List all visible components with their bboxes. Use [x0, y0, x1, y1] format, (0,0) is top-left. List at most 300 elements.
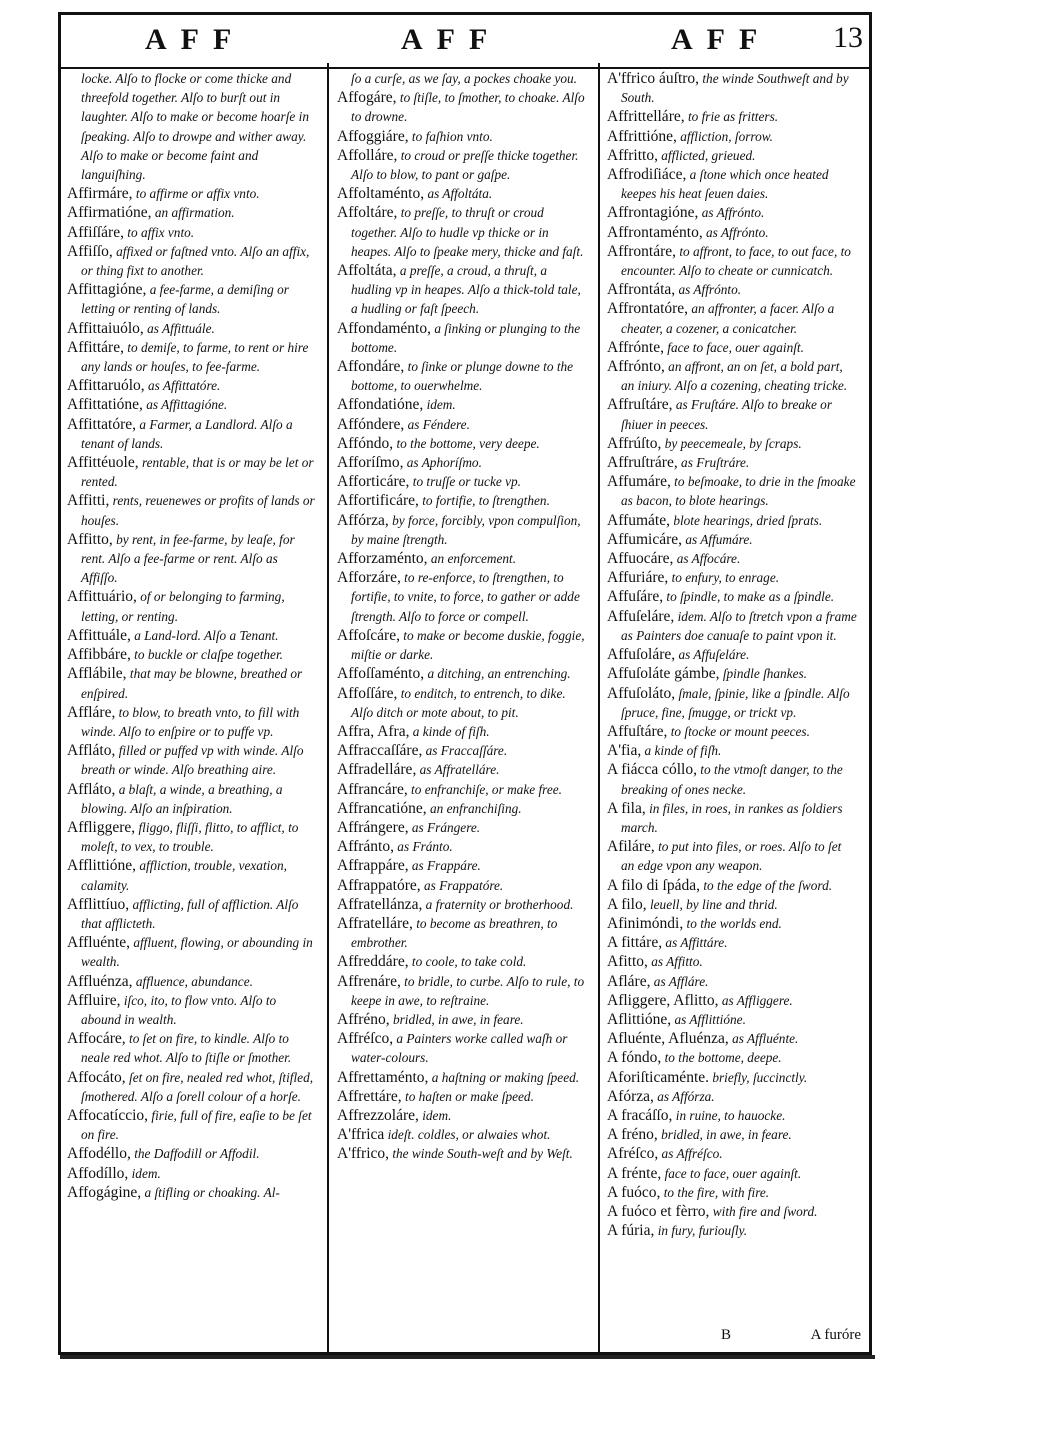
dictionary-entry [607, 299, 857, 337]
dictionary-entry [607, 472, 857, 510]
entry-headword: Affodíllo, [67, 1164, 129, 1182]
entry-definition: with fire and ſword. [712, 1203, 818, 1219]
entry-headword: Afitto, [607, 953, 648, 971]
entry-definition: to buckle or claſpe together. [134, 647, 283, 663]
entry-definition: a blaſt, a winde, a breathing, a blowing. Alſo an inſpiration. [81, 781, 283, 816]
dictionary-entry [67, 1029, 317, 1067]
entry-definition: a fraternity or brotherhood. [425, 896, 574, 912]
dictionary-entry [607, 242, 857, 280]
entry-headword: Affuſáre, [607, 588, 664, 606]
dictionary-entry [67, 587, 317, 625]
dictionary-entry [607, 760, 857, 798]
entry-definition: as Frángere. [411, 819, 481, 835]
dictionary-entry [337, 722, 587, 741]
entry-headword: Affrontáre, [607, 242, 677, 260]
entry-definition: to affront, to face, to out face, to encounter. Alſo to cheate or cunnicatch. [621, 243, 851, 279]
entry-definition: that may be blowne, breathed or enſpired. [81, 666, 303, 701]
entry-headword: Affuſoláto, [607, 684, 676, 702]
dictionary-entry [337, 895, 587, 914]
dictionary-entry [337, 261, 587, 319]
entry-definition: as Afflittióne. [674, 1011, 746, 1027]
entry-definition: the winde South-weſt and by Weſt. [392, 1146, 573, 1162]
entry-definition: as Affitto. [651, 954, 703, 970]
dictionary-entry [607, 972, 857, 991]
dictionary-entry [67, 530, 317, 588]
entry-headword: Affittatóre, [67, 415, 137, 433]
entry-headword: Affittuále, [67, 626, 131, 644]
entry-headword: Affrezzoláre, [337, 1106, 419, 1124]
dictionary-entry [607, 1106, 857, 1125]
dictionary-entry [337, 1106, 587, 1125]
entry-headword: Affocatíccio, [67, 1106, 149, 1124]
dictionary-entry [67, 780, 317, 818]
dictionary-entry [607, 107, 857, 126]
dictionary-entry [337, 88, 587, 126]
dictionary-entry [67, 415, 317, 453]
entry-definition: to the fire, with fire. [663, 1184, 770, 1200]
dictionary-entry [67, 991, 317, 1029]
entry-headword: Affratellánza, [337, 895, 423, 913]
entry-headword: Affruſtáre, [607, 396, 673, 414]
entry-headword: Affréno, [337, 1010, 390, 1028]
dictionary-entry [337, 395, 587, 414]
dictionary-entry [337, 69, 587, 88]
entry-definition: in files, in roes, in rankes as ſoldiers march. [621, 800, 843, 835]
column-rule [598, 63, 600, 1352]
dictionary-entry [67, 645, 317, 664]
entry-headword: Affondáre, [337, 358, 405, 376]
entry-definition: a ſinking or plunging to the bottome. [351, 320, 581, 355]
entry-definition: as Affláre. [653, 973, 709, 989]
dictionary-entry [337, 818, 587, 837]
entry-definition: face to face, ouer againſt. [664, 1165, 802, 1181]
entry-headword: Affittaruólo, [67, 377, 145, 395]
entry-headword: A fiácca cóllo, [607, 761, 697, 779]
entry-definition: to enfury, to enrage. [671, 570, 780, 586]
dictionary-entry [337, 837, 587, 856]
entry-definition: affixed or faſtned vnto. Alſo an affix, or thing fixt to another. [81, 243, 310, 279]
entry-definition: by force, forcibly, vpon compulſion, by maine ſtrength. [351, 512, 581, 547]
entry-headword: Affoltaménto, [337, 185, 425, 203]
entry-headword: Affogáre, [337, 89, 397, 107]
entry-definition: fliggo, fliſſi, flitto, to afflict, to moleſt, to vex, to trouble. [81, 819, 299, 855]
dictionary-entry [67, 184, 317, 203]
page-footer [61, 1327, 869, 1351]
dictionary-entry [607, 511, 857, 530]
dictionary-entry [337, 203, 587, 261]
dictionary-entry [337, 127, 587, 146]
dictionary-entry [607, 530, 857, 549]
entry-definition: a fee-farme, a demiſing or letting or renting of lands. [81, 282, 289, 317]
dictionary-entry [67, 703, 317, 741]
entry-headword: Affluénza, [67, 972, 133, 990]
dictionary-entry [67, 69, 317, 184]
dictionary-entry [67, 338, 317, 376]
entry-headword: Affitto, [67, 530, 113, 548]
entry-headword: Affradelláre, [337, 761, 417, 779]
entry-definition: briefly, ſuccinctly. [712, 1069, 808, 1085]
dictionary-entry [607, 799, 857, 837]
entry-headword: Affiſſo, [67, 242, 113, 260]
entry-definition: to become as breathren, to embrother. [351, 915, 558, 951]
dictionary-entry [337, 760, 587, 779]
entry-definition: a Farmer, a Landlord. Alſo a tenant of lands. [81, 416, 293, 451]
entry-headword: Afflábile, [67, 665, 127, 683]
dictionary-entry [607, 1048, 857, 1067]
dictionary-entry [337, 780, 587, 799]
column-3 [607, 69, 857, 1240]
entry-definition: to enfranchiſe, or make free. [411, 781, 562, 797]
dictionary-entry [337, 684, 587, 722]
entry-definition: rents, reuenewes or profits of lands or houſes. [81, 493, 315, 528]
dictionary-entry [337, 511, 587, 549]
dictionary-entry [607, 1010, 857, 1029]
page-frame [58, 12, 872, 1355]
dictionary-entry [337, 1010, 587, 1029]
entry-headword: A'ffrico, [337, 1145, 390, 1163]
entry-headword: Affuocáre, [607, 550, 674, 568]
dictionary-entry [607, 895, 857, 914]
entry-headword: Affortificáre, [337, 492, 419, 510]
entry-definition: to put into files, or roes. Alſo to ſet an edge vpon any weapon. [621, 839, 842, 874]
entry-definition: as Frappatóre. [423, 877, 504, 893]
entry-definition: in fury, furiouſly. [657, 1223, 748, 1239]
entry-definition: a ſtifling or choaking. Al- [144, 1184, 280, 1200]
dictionary-entry [67, 1068, 317, 1106]
entry-definition: to haſten or make ſpeed. [405, 1088, 534, 1104]
entry-headword: A fracáſſo, [607, 1106, 673, 1124]
dictionary-entry [67, 741, 317, 779]
entry-definition: a ſtone which once heated keepes his heat ſeuen daies. [621, 167, 829, 202]
entry-headword: Affrónto, [607, 358, 665, 376]
dictionary-entry [67, 395, 317, 414]
column-1 [67, 69, 317, 1202]
dictionary-entry [67, 491, 317, 529]
entry-definition: affluent, flowing, or abounding in wealth. [81, 935, 313, 970]
entry-definition: a kinde of fiſh. [644, 743, 722, 759]
entry-headword: Affritto, [607, 146, 658, 164]
signature-mark: B [721, 1327, 732, 1343]
entry-headword: Affittuário, [67, 588, 137, 606]
entry-headword: Affittáre, [67, 338, 124, 356]
entry-headword: Affláre, [67, 703, 116, 721]
dictionary-entry [337, 972, 587, 1010]
entry-definition: idem. [422, 1107, 452, 1123]
dictionary-entry [337, 357, 587, 395]
dictionary-entry [607, 664, 857, 683]
entry-headword: Affra, Afra, [337, 722, 410, 740]
running-head-left: AFF [145, 23, 246, 56]
dictionary-entry [607, 1221, 857, 1240]
catchword: A furóre [810, 1327, 861, 1343]
entry-headword: Affrittióne, [607, 127, 677, 145]
entry-definition: by peecemeale, by ſcraps. [664, 435, 802, 451]
entry-headword: Affrodiſiáce, [607, 166, 687, 184]
dictionary-entry [607, 952, 857, 971]
dictionary-entry [607, 1202, 857, 1221]
dictionary-entry [337, 319, 587, 357]
entry-headword: Afforíſmo, [337, 454, 404, 472]
column-rule [327, 63, 329, 1352]
dictionary-entry [607, 1068, 857, 1087]
dictionary-entry [337, 146, 587, 184]
entry-definition: to the worlds end. [686, 915, 782, 931]
dictionary-entry [337, 952, 587, 971]
entry-headword: Affrappáre, [337, 857, 409, 875]
entry-definition: as Affittáre. [665, 935, 728, 951]
entry-definition: as Affrónto. [678, 282, 742, 298]
entry-definition: to preſſe, to thruſt or croud together. Alſo to hudle vp thicke or in heapes. Alſo to ſpeake mery, thicke and faſt. [351, 205, 584, 259]
dictionary-entry [607, 357, 857, 395]
dictionary-entry [607, 722, 857, 741]
entry-definition: an affront, an on ſet, a bold part, an iniury. Alſo a cozening, cheating tricke. [621, 359, 848, 394]
entry-headword: Afréſco, [607, 1145, 659, 1163]
entry-definition: to affix vnto. [127, 224, 195, 240]
dictionary-entry [337, 472, 587, 491]
entry-headword: A'fia, [607, 742, 642, 760]
dictionary-entry [607, 146, 857, 165]
dictionary-entry [337, 434, 587, 453]
entry-headword: A filo, [607, 895, 647, 913]
dictionary-entry [337, 914, 587, 952]
dictionary-entry [337, 626, 587, 664]
entry-headword: Aflittióne, [607, 1010, 672, 1028]
dictionary-entry [337, 1125, 587, 1144]
entry-headword: Afórza, [607, 1087, 654, 1105]
entry-headword: Affoſſaménto, [337, 665, 425, 683]
dictionary-entry [67, 972, 317, 991]
entry-headword: Affittaiuólo, [67, 319, 144, 337]
entry-headword: Afforticáre, [337, 473, 410, 491]
entry-headword: Affittéuole, [67, 454, 139, 472]
entry-headword: Affocáto, [67, 1068, 126, 1086]
dictionary-entry [67, 895, 317, 933]
entry-headword: Affréſco, [337, 1030, 394, 1048]
entry-definition: a kinde of fiſh. [412, 723, 490, 739]
entry-definition: as Fránto. [397, 839, 453, 855]
entry-definition: to re-enforce, to ſtrengthen, to fortifie, to vnite, to force, to gather or adde ſtrength. Alſo to force or compell. [351, 570, 580, 624]
entry-definition: as Affoltáta. [427, 186, 493, 202]
dictionary-entry [607, 876, 857, 895]
entry-definition: as Féndere. [407, 416, 470, 432]
entry-headword: Afflittióne, [67, 857, 137, 875]
entry-headword: Affodéllo, [67, 1145, 131, 1163]
entry-definition: to fortifie, to ſtrengthen. [422, 493, 550, 509]
entry-headword: Affiſſáre, [67, 223, 124, 241]
entry-definition: affliction, ſorrow. [680, 128, 773, 144]
dictionary-entry [67, 856, 317, 894]
entry-definition: idem. [131, 1165, 161, 1181]
entry-definition: to faſhion vnto. [411, 128, 493, 144]
entry-definition: the Daffodill or Affodil. [134, 1146, 260, 1162]
dictionary-entry [337, 184, 587, 203]
entry-headword: A'ffrico áuſtro, [607, 70, 700, 87]
entry-headword: Affluire, [67, 991, 121, 1009]
entry-definition: in ruine, to hauocke. [675, 1107, 786, 1123]
dictionary-entry [67, 1183, 317, 1202]
entry-definition: ſmale, ſpinie, like a ſpindle. Alſo ſpruce, fine, ſmugge, or trickt vp. [621, 685, 850, 720]
entry-headword: Affrontagióne, [607, 204, 699, 222]
entry-headword: Affrontáta, [607, 281, 676, 299]
dictionary-entry [607, 1164, 857, 1183]
entry-definition: to ſtiſle, to ſmother, to choake. Alſo to drowne. [351, 90, 585, 125]
entry-definition: to beſmoake, to drie in the ſmoake as bacon, to blote hearings. [621, 474, 856, 509]
dictionary-entry [67, 1106, 317, 1144]
entry-definition: afflicting, full of affliction. Alſo that afflicteth. [81, 896, 299, 931]
entry-definition: a haſtning or making ſpeed. [431, 1069, 580, 1085]
entry-headword: Affoſſáre, [337, 684, 398, 702]
entry-headword: Afliggere, Aflitto, [607, 991, 719, 1009]
entry-headword: Afflittíuo, [67, 895, 130, 913]
entry-headword: Aforiſticaménte. [607, 1068, 709, 1086]
entry-definition: as Affittatóre. [147, 378, 221, 394]
dictionary-entry [67, 933, 317, 971]
entry-definition: ſo a curſe, as we ſay, a pockes choake you. [351, 71, 577, 86]
entry-headword: Affóndo, [337, 434, 394, 452]
dictionary-entry [337, 453, 587, 472]
dictionary-entry [337, 491, 587, 510]
entry-headword: Affirmáre, [67, 185, 133, 203]
entry-definition: to make or become duskie, foggie, miſtie or darke. [351, 627, 585, 663]
entry-headword: A fóndo, [607, 1049, 662, 1067]
entry-definition: as Affórza. [657, 1088, 715, 1104]
entry-definition: bridled, in awe, in feare. [661, 1127, 792, 1143]
dictionary-entry [337, 568, 587, 626]
entry-definition: rentable, that is or may be let or rented. [81, 455, 314, 490]
running-header [61, 21, 869, 63]
entry-headword: A filo di ſpáda, [607, 876, 700, 894]
entry-headword: Afforzáre, [337, 569, 401, 587]
entry-headword: Affrontatóre, [607, 300, 689, 318]
dictionary-entry [337, 741, 587, 760]
entry-definition: affluence, abundance. [135, 973, 253, 989]
entry-headword: Affoltáta, [337, 262, 397, 280]
dictionary-entry [607, 933, 857, 952]
entry-definition: as Affliggere. [721, 992, 793, 1008]
dictionary-entry [607, 549, 857, 568]
entry-headword: Affrettáre, [337, 1087, 402, 1105]
entry-definition: locke. Alſo to flocke or come thicke and threefold together. Alſo to burſt out in laughter. Alſo to make or become hoarſe in ſpeaking. Alſo to drowpe and wither away. Alſo to make or become faint and languiſhing. [81, 71, 309, 183]
dictionary-entry [607, 607, 857, 645]
dictionary-entry [337, 856, 587, 875]
entry-headword: Affliggere, [67, 818, 136, 836]
entry-headword: Affuſtáre, [607, 722, 668, 740]
dictionary-entry [607, 991, 857, 1010]
entry-definition: to ſtocke or mount peeces. [670, 723, 810, 739]
entry-headword: Affruſtráre, [607, 454, 678, 472]
entry-definition: firie, full of fire, eaſie to be ſet on fire. [81, 1107, 312, 1143]
entry-definition: to frie as fritters. [687, 109, 779, 125]
entry-definition: to the bottome, deepe. [664, 1050, 782, 1066]
entry-definition: as Fruſtáre. Alſo to breake or ſhiuer in peeces. [621, 397, 832, 432]
dictionary-entry [607, 914, 857, 933]
dictionary-entry [607, 1087, 857, 1106]
entry-definition: the winde Southweſt and by South. [621, 71, 849, 106]
dictionary-entry [67, 626, 317, 645]
dictionary-entry [337, 876, 587, 895]
entry-headword: Afinimóndi, [607, 914, 684, 932]
entry-definition: to bridle, to curbe. Alſo to rule, to keepe in awe, to reſtraine. [351, 973, 585, 1008]
dictionary-entry [607, 1125, 857, 1144]
entry-headword: Affolláre, [337, 146, 398, 164]
entry-definition: to the bottome, very deepe. [396, 435, 540, 451]
entry-headword: Affluénte, [67, 934, 130, 952]
entry-definition: as Affittagióne. [146, 397, 228, 413]
dictionary-entry [67, 203, 317, 222]
entry-definition: afflicted, grieued. [661, 147, 756, 163]
entry-definition: a preſſe, a croud, a thruſt, a hudling vp in heapes. Alſo a thick-told tale, a hudling or faſt ſpeech. [351, 263, 581, 317]
dictionary-entry [337, 799, 587, 818]
entry-definition: to the edge of the ſword. [703, 877, 833, 893]
dictionary-entry [67, 453, 317, 491]
entry-definition: as Affittuále. [147, 320, 215, 336]
dictionary-entry [67, 280, 317, 318]
entry-headword: Affreddáre, [337, 953, 409, 971]
entry-headword: Affibbáre, [67, 646, 131, 664]
entry-headword: Affóndere, [337, 415, 405, 433]
entry-definition: a Painters worke called waſh or water-colours. [351, 1031, 568, 1066]
entry-headword: Affuſeláre, [607, 607, 675, 625]
entry-definition: to coole, to take cold. [411, 954, 527, 970]
entry-headword: A frénte, [607, 1164, 662, 1182]
running-head-center: AFF [401, 23, 502, 56]
entry-definition: as Frappáre. [411, 858, 481, 874]
entry-headword: A fúria, [607, 1222, 655, 1240]
dictionary-entry [607, 223, 857, 242]
entry-definition: to ſet on fire, to kindle. Alſo to neale red whot. Alſo to ſtiſle or ſmother. [81, 1031, 292, 1066]
dictionary-entry [607, 434, 857, 453]
entry-headword: Affoggiáre, [337, 127, 409, 145]
dictionary-entry [67, 664, 317, 702]
dictionary-entry [607, 587, 857, 606]
dictionary-entry [607, 338, 857, 357]
dictionary-entry [337, 415, 587, 434]
entry-headword: Affoltáre, [337, 204, 398, 222]
dictionary-entry [607, 453, 857, 472]
entry-headword: Affratelláre, [337, 914, 413, 932]
dictionary-entry [607, 69, 857, 107]
entry-headword: Affumáre, [607, 473, 671, 491]
dictionary-entry [607, 395, 857, 433]
entry-headword: Affórza, [337, 511, 389, 529]
entry-definition: by rent, in fee-farme, by leaſe, for rent. Alſo a fee-farme or rent. Alſo as Affiſſo. [81, 531, 295, 586]
dictionary-entry [607, 280, 857, 299]
entry-definition: as Aphoríſmo. [406, 455, 482, 471]
entry-headword: Affumicáre, [607, 530, 683, 548]
entry-definition: to ſpindle, to make as a ſpindle. [666, 589, 835, 605]
entry-definition: as Affocáre. [676, 551, 741, 567]
entry-definition: iſco, ito, to flow vnto. Alſo to abound in wealth. [81, 992, 277, 1027]
entry-headword: Affrancáre, [337, 780, 408, 798]
dictionary-entry [337, 549, 587, 568]
entry-definition: ideſt. coldles, or alwaies whot. [387, 1127, 551, 1143]
page-number: 13 [833, 21, 863, 54]
entry-headword: Affittatióne, [67, 396, 143, 414]
dictionary-entry [607, 127, 857, 146]
entry-headword: Affránto, [337, 838, 394, 856]
entry-headword: Affláto, [67, 780, 116, 798]
entry-headword: Afluénte, Afluénza, [607, 1030, 729, 1048]
entry-headword: A fréno, [607, 1126, 658, 1144]
entry-definition: a ditching, an entrenching. [427, 666, 571, 682]
entry-headword: Affuſoláte gámbe, [607, 665, 720, 683]
dictionary-entry [67, 376, 317, 395]
dictionary-entry [67, 223, 317, 242]
entry-headword: Affrángere, [337, 818, 409, 836]
entry-definition: as Affumáre. [685, 531, 753, 547]
dictionary-entry [607, 1144, 857, 1163]
entry-headword: Affocáre, [67, 1030, 126, 1048]
